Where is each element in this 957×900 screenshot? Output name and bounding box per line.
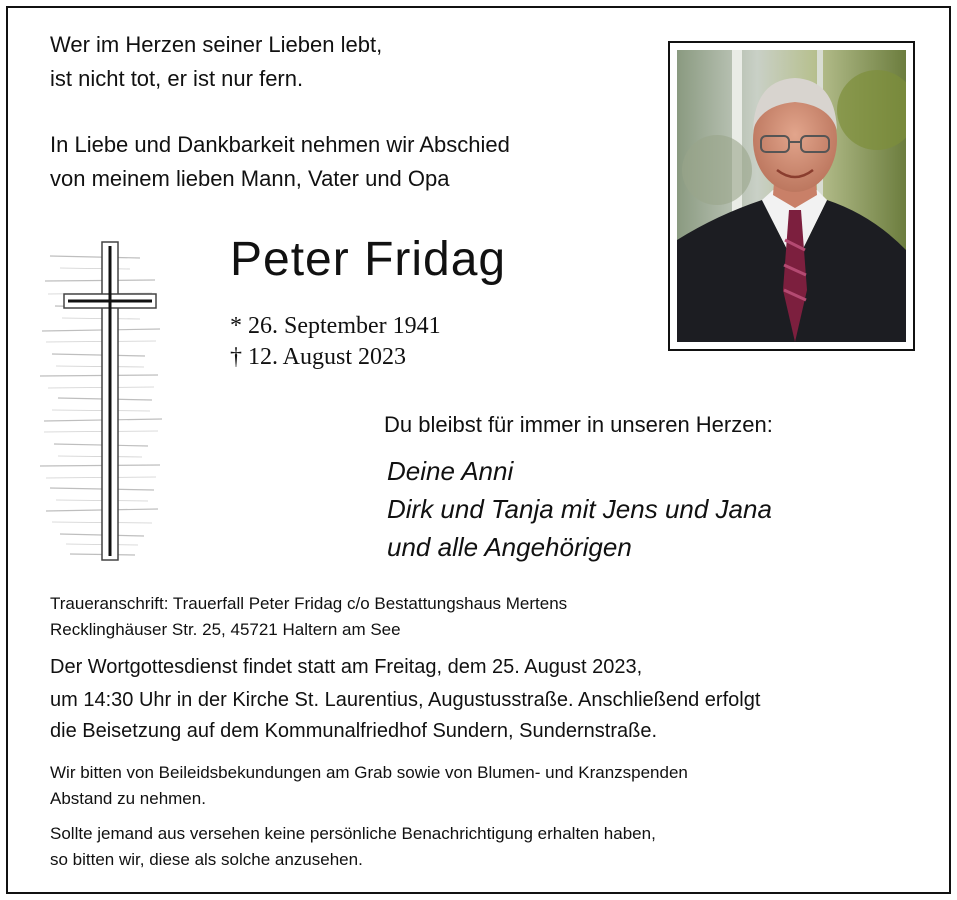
- deceased-name: Peter Fridag: [230, 233, 507, 286]
- death-date: † 12. August 2023: [230, 344, 407, 370]
- address-line-1: Traueranschrift: Trauerfall Peter Fridag c/o Bestattungshaus Mertens: [50, 594, 568, 613]
- service-line-1: Der Wortgottesdienst findet statt am Freitag, dem 25. August 2023,: [50, 656, 643, 678]
- mourner-line: und alle Angehörigen: [387, 532, 632, 562]
- birth-date: * 26. September 1941: [230, 313, 441, 339]
- address-line-2: Recklinghäuser Str. 25, 45721 Haltern am See: [50, 620, 401, 639]
- mourners-intro: Du bleibst für immer in unseren Herzen:: [384, 412, 773, 437]
- condolence-note-line-1: Wir bitten von Beileidsbekundungen am Grab sowie von Blumen- und Kranzspenden: [50, 763, 688, 782]
- notification-note-line-1: Sollte jemand aus versehen keine persönliche Benachrichtigung erhalten haben,: [50, 824, 656, 843]
- service-line-3: die Beisetzung auf dem Kommunalfriedhof Sundern, Sundernstraße.: [50, 720, 658, 742]
- farewell-line-2: von meinem lieben Mann, Vater und Opa: [50, 166, 450, 191]
- portrait-photo: [668, 41, 915, 351]
- notification-note-line-2: so bitten wir, diese als solche anzusehen.: [50, 850, 363, 869]
- condolence-note-line-2: Abstand zu nehmen.: [50, 789, 206, 808]
- portrait-image: [677, 50, 906, 342]
- service-line-2: um 14:30 Uhr in der Kirche St. Laurentius, Augustusstraße. Anschließend erfolgt: [50, 689, 761, 711]
- quote-line-2: ist nicht tot, er ist nur fern.: [50, 66, 304, 91]
- cross-icon: [40, 236, 170, 571]
- mourner-line: Deine Anni: [387, 456, 514, 486]
- quote-line-1: Wer im Herzen seiner Lieben lebt,: [50, 32, 383, 57]
- farewell-line-1: In Liebe und Dankbarkeit nehmen wir Abschied: [50, 132, 510, 157]
- mourner-line: Dirk und Tanja mit Jens und Jana: [387, 494, 772, 524]
